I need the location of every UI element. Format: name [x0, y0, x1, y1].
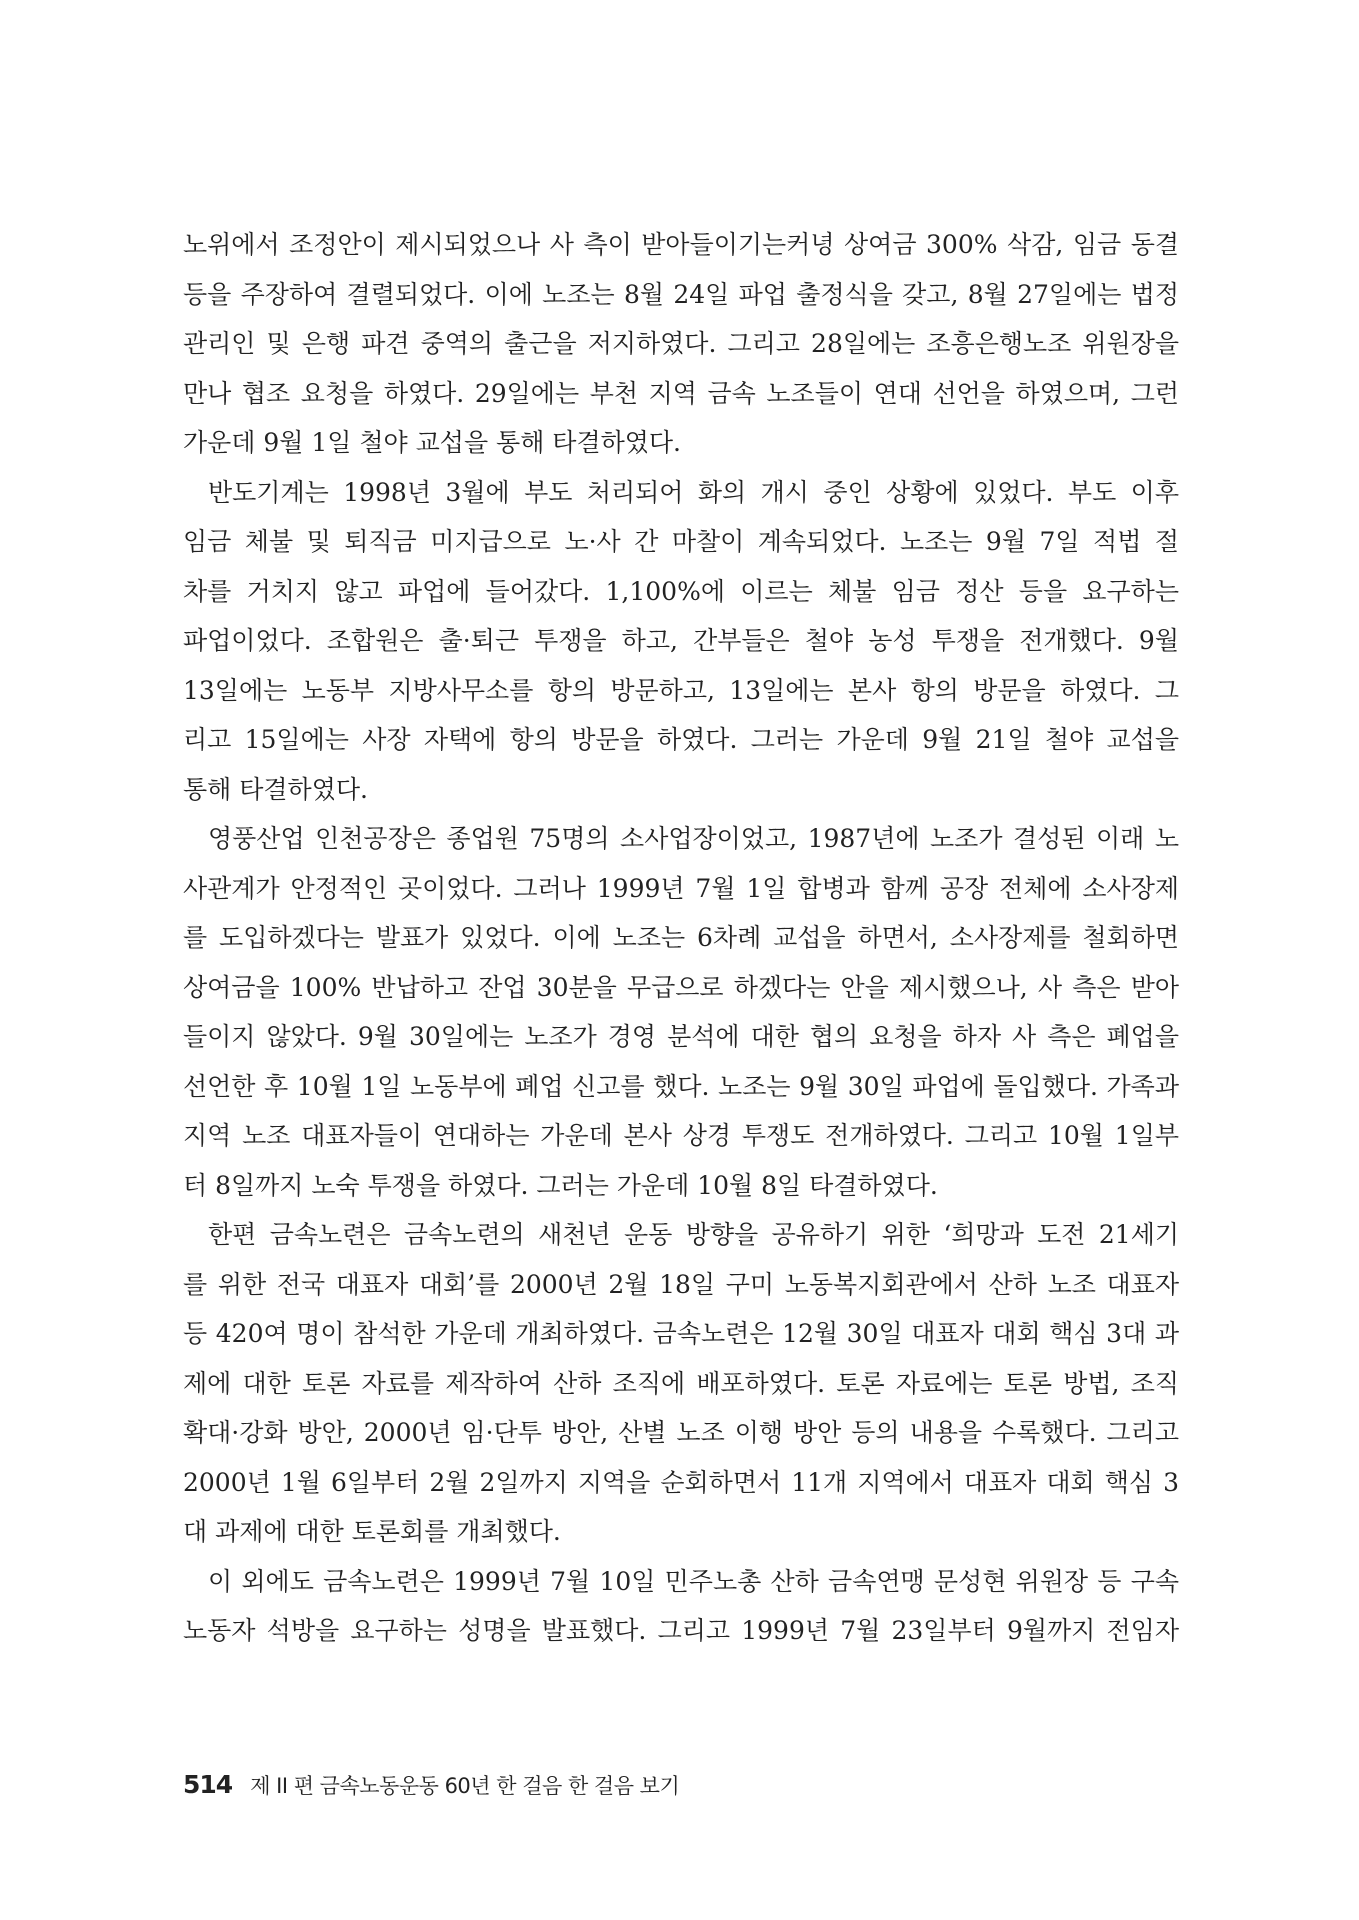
text-line: 터 8일까지 노숙 투쟁을 하였다. 그러는 가운데 10월 8일 타결하였다.	[183, 1170, 938, 1200]
text-line: 등을 주장하여 결렬되었다. 이에 노조는 8월 24일 파업 출정식을 갖고, 8월 27일에는 법정	[183, 279, 1179, 309]
text-line: 대 과제에 대한 토론회를 개최했다.	[183, 1517, 561, 1546]
page-footer	[183, 1769, 679, 1801]
text-line: 가운데 9월 1일 철야 교섭을 통해 타결하였다.	[183, 428, 681, 457]
text-line: 제에 대한 토론 자료를 제작하여 산하 조직에 배포하였다. 토론 자료에는 토론 방법, 조직	[183, 1368, 1179, 1398]
text-line: 선언한 후 10월 1일 노동부에 폐업 신고를 했다. 노조는 9월 30일 파업에 돌입했다. 가족과	[183, 1071, 1179, 1101]
text-line: 만나 협조 요청을 하였다. 29일에는 부천 지역 금속 노조들이 연대 선언을 하였으며, 그런	[183, 378, 1179, 408]
text-line: 상여금을 100% 반납하고 잔업 30분을 무급으로 하겠다는 안을 제시했으나, 사 측은 받아	[183, 972, 1179, 1002]
text-line: 13일에는 노동부 지방사무소를 항의 방문하고, 13일에는 본사 항의 방문을 하였다. 그	[183, 675, 1179, 705]
text-line: 지역 노조 대표자들이 연대하는 가운데 본사 상경 투쟁도 전개하였다. 그리고 10월 1일부	[183, 1121, 1179, 1150]
text-line: 차를 거치지 않고 파업에 들어갔다. 1,100%에 이르는 체불 임금 정산 등을 요구하는	[183, 576, 1179, 606]
paragraph-first-line: 영풍산업 인천공장은 종업원 75명의 소사업장이었고, 1987년에 노조가 결성된 이래 노	[208, 824, 1179, 853]
text-line: 관리인 및 은행 파견 중역의 출근을 저지하였다. 그리고 28일에는 조흥은행노조 위원장을	[183, 329, 1179, 358]
running-title: 제 II 편 금속노동운동 60년 한 걸음 한 걸음 보기	[250, 1774, 680, 1798]
page-number: 514	[183, 1770, 233, 1799]
paragraph-first-line: 이 외에도 금속노련은 1999년 7월 10일 민주노총 산하 금속연맹 문성현 위원장 등 구속	[208, 1566, 1179, 1596]
text-line: 등 420여 명이 참석한 가운데 개최하였다. 금속노련은 12월 30일 대표자 대회 핵심 3대 과	[183, 1319, 1179, 1348]
text-line: 확대·강화 방안, 2000년 임·단투 방안, 산별 노조 이행 방안 등의 내용을 수록했다. 그리고	[183, 1418, 1179, 1447]
text-line: 임금 체불 및 퇴직금 미지급으로 노·사 간 마찰이 계속되었다. 노조는 9월 7일 적법 절	[183, 527, 1179, 556]
paragraph-first-line: 반도기계는 1998년 3월에 부도 처리되어 화의 개시 중인 상황에 있었다. 부도 이후	[208, 477, 1179, 507]
text-line: 2000년 1월 6일부터 2월 2일까지 지역을 순회하면서 11개 지역에서 대표자 대회 핵심 3	[183, 1467, 1179, 1497]
text-line: 통해 타결하였다.	[183, 774, 368, 804]
text-line: 를 위한 전국 대표자 대회’를 2000년 2월 18일 구미 노동복지회관에서 산하 노조 대표자	[183, 1269, 1179, 1299]
body-text	[183, 220, 1179, 1656]
text-line: 노위에서 조정안이 제시되었으나 사 측이 받아들이기는커녕 상여금 300% 삭감, 임금 동결	[183, 230, 1179, 259]
text-line: 리고 15일에는 사장 자택에 항의 방문을 하였다. 그러는 가운데 9월 21일 철야 교섭을	[183, 725, 1179, 754]
text-line: 노동자 석방을 요구하는 성명을 발표했다. 그리고 1999년 7월 23일부터 9월까지 전임자	[183, 1616, 1179, 1645]
text-line: 들이지 않았다. 9월 30일에는 노조가 경영 분석에 대한 협의 요청을 하자 사 측은 폐업을	[183, 1022, 1179, 1051]
paragraph-first-line: 한편 금속노련은 금속노련의 새천년 운동 방향을 공유하기 위한 ‘희망과 도전 21세기	[208, 1220, 1179, 1249]
text-line: 사관계가 안정적인 곳이었다. 그러나 1999년 7월 1일 합병과 함께 공장 전체에 소사장제	[183, 873, 1179, 903]
text-line: 파업이었다. 조합원은 출·퇴근 투쟁을 하고, 간부들은 철야 농성 투쟁을 전개했다. 9월	[183, 626, 1179, 655]
text-line: 를 도입하겠다는 발표가 있었다. 이에 노조는 6차례 교섭을 하면서, 소사장제를 철회하면	[183, 923, 1179, 952]
